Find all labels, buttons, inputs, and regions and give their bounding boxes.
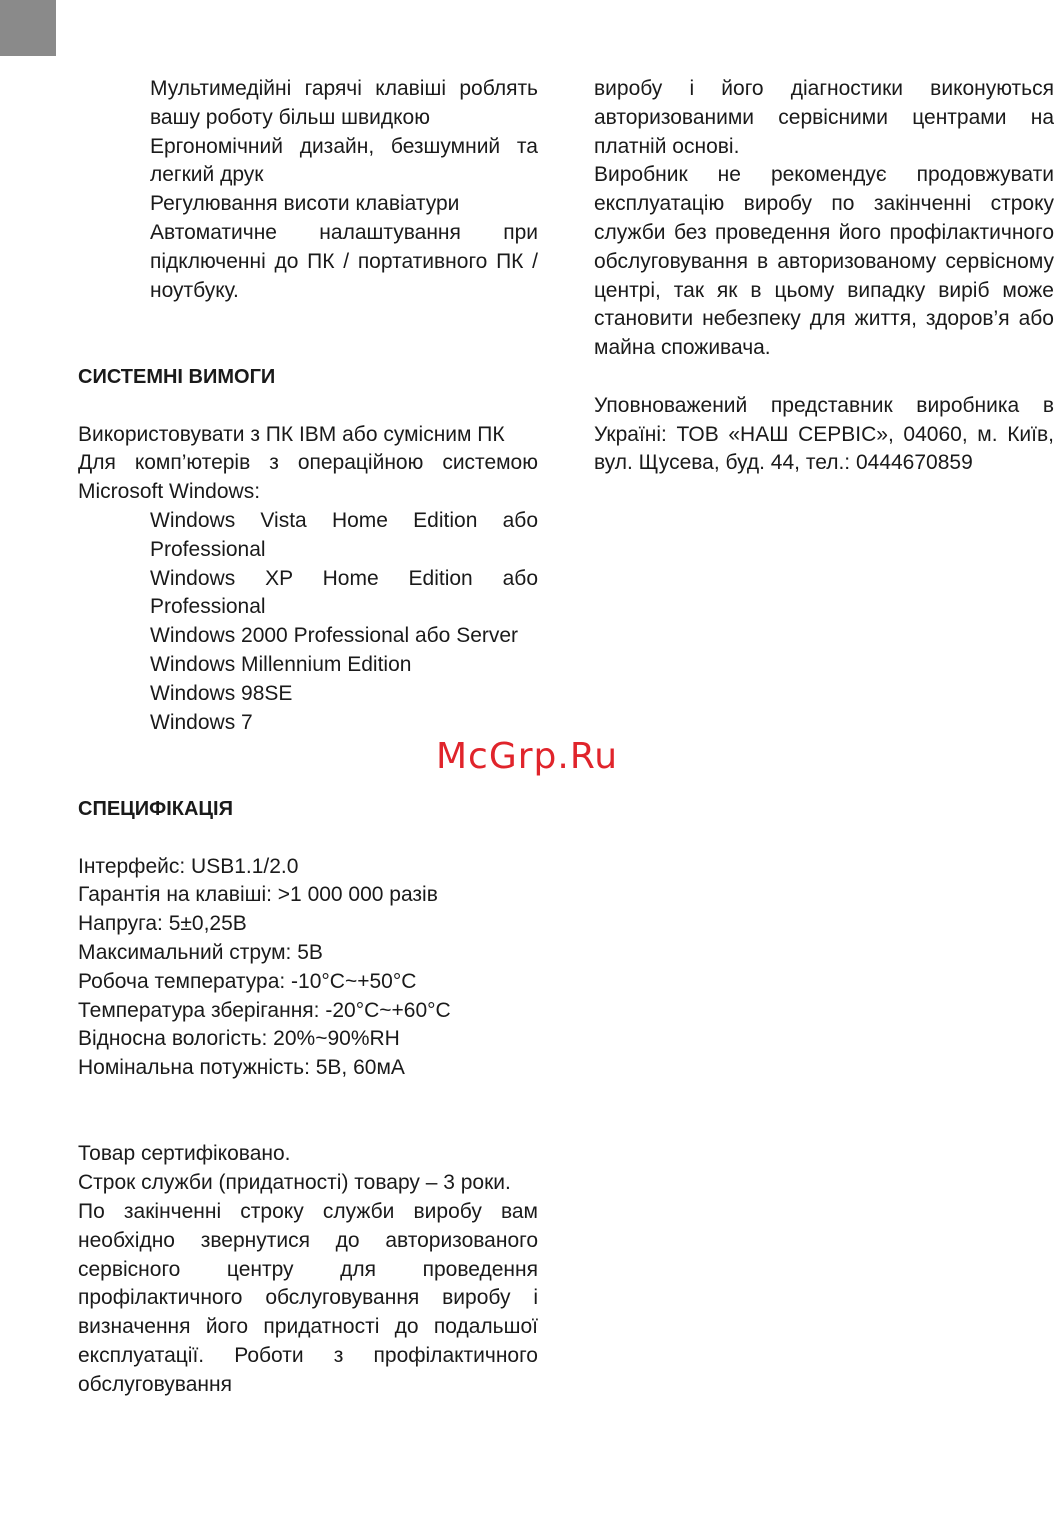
- spec-item: Відносна вологість: 20%~90%RH: [78, 1027, 400, 1051]
- service-life-text: Строк служби (придатності) товару – 3 роки.: [78, 1171, 511, 1195]
- requirements-text: Використовувати з ПК IBM або сумісним ПК: [78, 422, 505, 446]
- spec-item: Гарантія на клавіші: >1 000 000 разів: [78, 883, 438, 907]
- spec-item: Максимальний струм: 5В: [78, 940, 323, 964]
- specification-heading: СПЕЦИФІКАЦІЯ: [78, 797, 233, 820]
- watermark: McGrp.Ru: [436, 736, 619, 777]
- feature-item: Ергономічний дизайн, безшумний та легкий друк: [150, 134, 538, 187]
- os-item: Windows 7: [150, 710, 253, 734]
- spec-item: Напруга: 5±0,25В: [78, 912, 247, 936]
- warning-text: Виробник не рекомендує продовжувати експлуатацію виробу по закінченні строку служби без проведення його профілактичного обслуговування в авторизованому сервісному центрі, так як в цьому випадку виріб може становити небезпеку для життя, здоров’я або майна споживача.: [594, 163, 1054, 360]
- certified-text: Товар сертифіковано.: [78, 1142, 291, 1166]
- spec-item: Номінальна потужність: 5В, 60мА: [78, 1056, 405, 1080]
- spec-item: Робоча температура: -10°C~+50°C: [78, 969, 417, 993]
- spec-item: Інтерфейс: USB1.1/2.0: [78, 854, 299, 878]
- right-column: [594, 75, 1054, 478]
- feature-item: Регулювання висоти клавіатури: [150, 192, 460, 216]
- requirements-heading: СИСТЕМНІ ВИМОГИ: [78, 365, 276, 388]
- feature-item: Автоматичне налаштування при підключенні до ПК / портативного ПК / ноутбуку.: [150, 220, 538, 302]
- os-item: Windows Millennium Edition: [150, 652, 412, 676]
- continuation-text: виробу і його діагностики виконуються авторизованими сервісними центрами на платній основі.: [594, 77, 1054, 158]
- representative-text: Уповноважений представник виробника в Україні: ТОВ «НАШ СЕРВІС», 04060, м. Київ, вул. Щусева, буд. 44, тел.: 0444670859: [594, 393, 1054, 475]
- os-item: Windows Vista Home Edition або Professional: [150, 508, 538, 561]
- os-item: Windows XP Home Edition або Professional: [150, 566, 538, 619]
- spec-item: Температура зберігання: -20°C~+60°C: [78, 998, 451, 1022]
- os-item: Windows 2000 Professional або Server: [150, 624, 519, 648]
- os-item: Windows 98SE: [150, 681, 293, 705]
- feature-item: Мультимедійні гарячі клавіші роблять вашу роботу більш швидкою: [150, 77, 538, 129]
- requirements-text: Для комп’ютерів з операційною системою Microsoft Windows:: [78, 451, 538, 504]
- page-corner-tab: [0, 0, 56, 56]
- expiry-text: По закінченні строку служби виробу вам необхідно звернутися до авторизованого сервісного центру для проведення профілактичного обслуговування виробу і визначення його придатності до подальшої експлуатації. Роботи з профілактичного обслуговування: [78, 1200, 538, 1396]
